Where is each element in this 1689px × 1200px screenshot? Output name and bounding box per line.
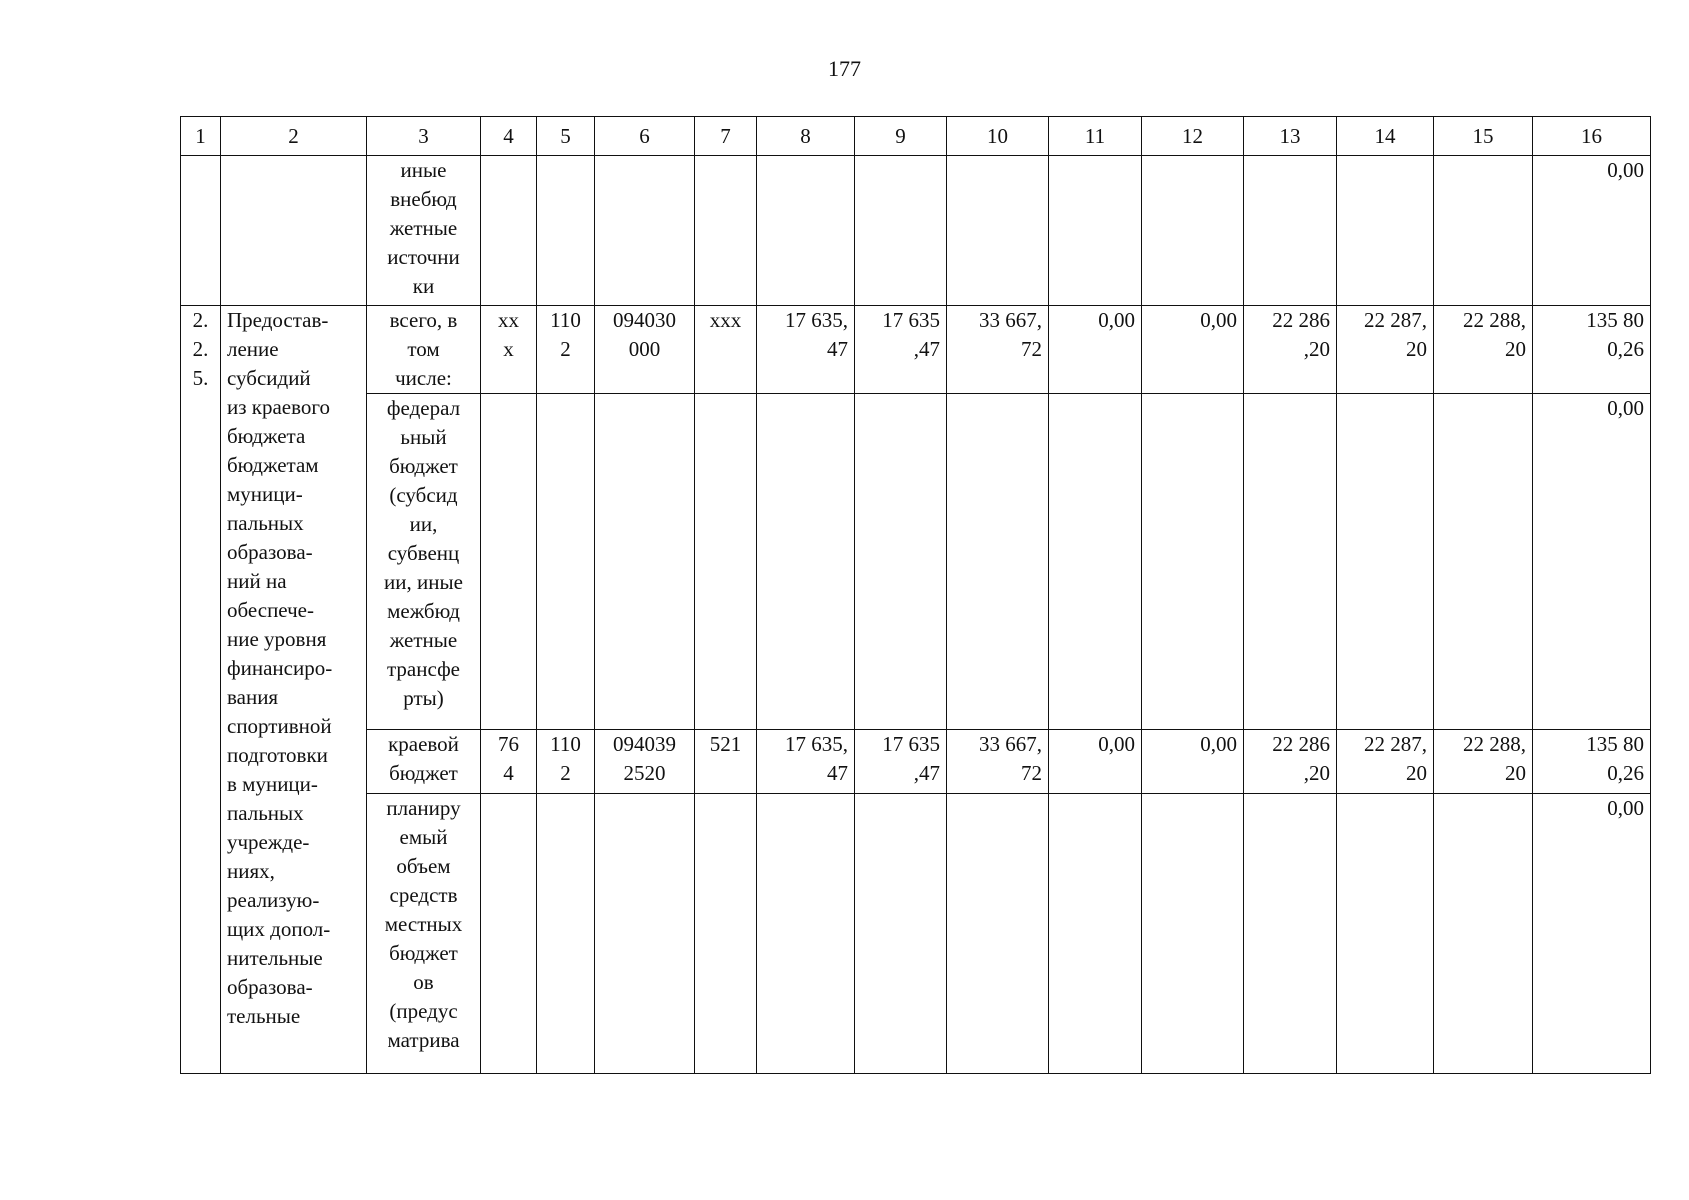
header-cell: 1 bbox=[181, 117, 221, 156]
table-cell bbox=[1434, 156, 1533, 306]
header-cell: 8 bbox=[757, 117, 855, 156]
total-cell: 135 80 0,26 bbox=[1533, 306, 1651, 394]
table-cell bbox=[1244, 794, 1337, 1074]
header-cell: 12 bbox=[1142, 117, 1244, 156]
table-cell bbox=[1434, 394, 1533, 730]
header-cell: 4 bbox=[481, 117, 537, 156]
total-cell: 0,00 bbox=[1533, 794, 1651, 1074]
amount-cell: 22 287, 20 bbox=[1337, 306, 1434, 394]
table-cell bbox=[947, 156, 1049, 306]
header-cell: 6 bbox=[595, 117, 695, 156]
header-cell: 7 bbox=[695, 117, 757, 156]
table-cell bbox=[1244, 394, 1337, 730]
header-cell: 3 bbox=[367, 117, 481, 156]
amount-cell: 22 287, 20 bbox=[1337, 730, 1434, 794]
table-cell bbox=[855, 156, 947, 306]
amount-cell: 17 635, 47 bbox=[757, 306, 855, 394]
table-cell bbox=[181, 156, 221, 306]
table-row-federal-budget bbox=[181, 394, 1651, 730]
header-cell: 9 bbox=[855, 117, 947, 156]
table-cell bbox=[947, 394, 1049, 730]
code-cell: 521 bbox=[695, 730, 757, 794]
source-label-cell: федерал ьный бюджет (субсид ии, субвенц ии, иные межбюд жетные трансфе рты) bbox=[367, 394, 481, 730]
code-cell: 76 4 bbox=[481, 730, 537, 794]
code-cell: 094039 2520 bbox=[595, 730, 695, 794]
table-cell bbox=[855, 794, 947, 1074]
amount-cell: 33 667, 72 bbox=[947, 306, 1049, 394]
table-cell bbox=[595, 156, 695, 306]
amount-cell: 22 286 ,20 bbox=[1244, 730, 1337, 794]
total-cell: 0,00 bbox=[1533, 156, 1651, 306]
table-cell bbox=[1434, 794, 1533, 1074]
header-cell: 2 bbox=[221, 117, 367, 156]
table-cell bbox=[1142, 156, 1244, 306]
amount-cell: 17 635 ,47 bbox=[855, 306, 947, 394]
amount-cell: 0,00 bbox=[1142, 730, 1244, 794]
table-cell bbox=[1049, 394, 1142, 730]
code-cell: 110 2 bbox=[537, 306, 595, 394]
code-cell: 110 2 bbox=[537, 730, 595, 794]
table-row-item-total bbox=[181, 306, 1651, 394]
table-cell bbox=[1337, 794, 1434, 1074]
header-cell: 10 bbox=[947, 117, 1049, 156]
table-cell bbox=[595, 394, 695, 730]
amount-cell: 0,00 bbox=[1049, 730, 1142, 794]
amount-cell: 22 288, 20 bbox=[1434, 306, 1533, 394]
table-cell bbox=[1244, 156, 1337, 306]
table-cell bbox=[595, 794, 695, 1074]
table-row-regional-budget bbox=[181, 730, 1651, 794]
page-number: 177 bbox=[828, 56, 861, 81]
source-label-cell: всего, в том числе: bbox=[367, 306, 481, 394]
table-cell bbox=[947, 794, 1049, 1074]
amount-cell: 22 286 ,20 bbox=[1244, 306, 1337, 394]
amount-cell: 17 635 ,47 bbox=[855, 730, 947, 794]
table-cell bbox=[1337, 156, 1434, 306]
table-cell bbox=[757, 156, 855, 306]
table-cell bbox=[695, 794, 757, 1074]
source-label-cell: планиру емый объем средств местных бюджет ов (предус матрива bbox=[367, 794, 481, 1074]
table-cell bbox=[695, 156, 757, 306]
amount-cell: 0,00 bbox=[1142, 306, 1244, 394]
amount-cell: 22 288, 20 bbox=[1434, 730, 1533, 794]
amount-cell: 0,00 bbox=[1049, 306, 1142, 394]
table-cell bbox=[1142, 394, 1244, 730]
budget-table bbox=[180, 116, 1651, 1074]
header-row bbox=[181, 117, 1651, 156]
amount-cell: 33 667, 72 bbox=[947, 730, 1049, 794]
source-label-cell: краевой бюджет bbox=[367, 730, 481, 794]
source-label-cell: иные внебюд жетные источни ки bbox=[367, 156, 481, 306]
table-cell bbox=[1337, 394, 1434, 730]
table-cell bbox=[855, 394, 947, 730]
item-number-cell: 2. 2. 5. bbox=[181, 306, 221, 1074]
table-cell bbox=[537, 794, 595, 1074]
header-cell: 16 bbox=[1533, 117, 1651, 156]
header-cell: 5 bbox=[537, 117, 595, 156]
item-description-cell: Предостав- ление субсидий из краевого бюджета бюджетам муници- пальных образова- ний на обеспече- ние уровня финансиро- вания спортивной подготовки в муници- пальных учрежде- ниях, реализую- щих допол- нительные образова- тельные bbox=[221, 306, 367, 1074]
table-cell bbox=[1142, 794, 1244, 1074]
code-cell: хх х bbox=[481, 306, 537, 394]
header-cell: 13 bbox=[1244, 117, 1337, 156]
table-cell bbox=[481, 156, 537, 306]
amount-cell: 17 635, 47 bbox=[757, 730, 855, 794]
table-cell bbox=[481, 794, 537, 1074]
table-cell bbox=[757, 794, 855, 1074]
table-cell bbox=[537, 156, 595, 306]
code-cell: ххх bbox=[695, 306, 757, 394]
header-cell: 14 bbox=[1337, 117, 1434, 156]
table-cell bbox=[1049, 156, 1142, 306]
header-cell: 11 bbox=[1049, 117, 1142, 156]
table-row-other-sources bbox=[181, 156, 1651, 306]
table-cell bbox=[695, 394, 757, 730]
table-cell bbox=[481, 394, 537, 730]
total-cell: 135 80 0,26 bbox=[1533, 730, 1651, 794]
total-cell: 0,00 bbox=[1533, 394, 1651, 730]
table-cell bbox=[1049, 794, 1142, 1074]
header-cell: 15 bbox=[1434, 117, 1533, 156]
table-cell bbox=[757, 394, 855, 730]
table-row-local-budget bbox=[181, 794, 1651, 1074]
table-cell bbox=[537, 394, 595, 730]
table-cell bbox=[221, 156, 367, 306]
code-cell: 094030 000 bbox=[595, 306, 695, 394]
